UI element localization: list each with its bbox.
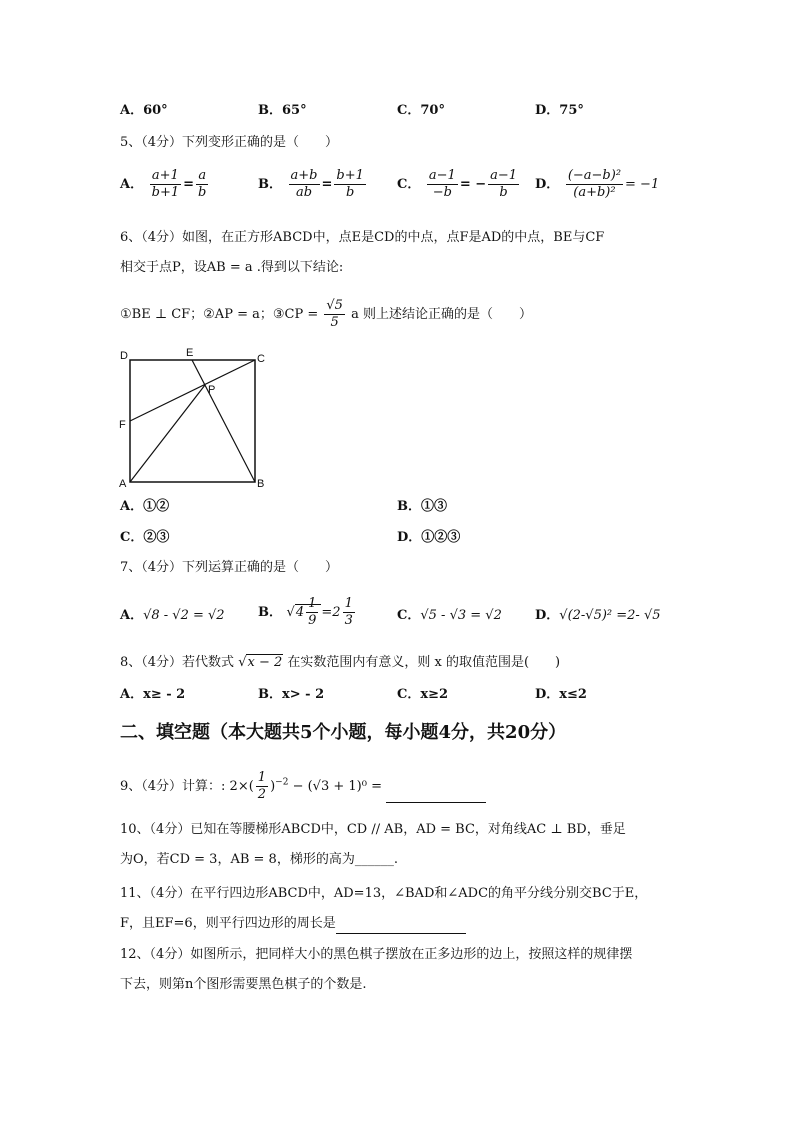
q5-d-den1: (a+b)² [573, 185, 616, 200]
q7-option-d [535, 606, 661, 626]
q7-option-a [120, 606, 225, 626]
q5-option-b: B． $\frac{a+b}{ab}$ = $\frac{b+1}{b}$ [258, 168, 364, 200]
q5-a-den1: b+1 [151, 185, 180, 200]
q8-option-d: D．x≤2 [535, 687, 587, 702]
q7-d-label: D． [535, 608, 560, 623]
q6-cp-num: √5 [326, 298, 343, 313]
q5-option-d [535, 168, 659, 201]
q7-a-label: A． [120, 608, 144, 623]
q5-a-label: A． [120, 177, 144, 192]
q7-a-expr: √8 - √2 = √2 [143, 608, 225, 623]
q4-option-a: A．60° [120, 103, 168, 118]
q7-d-expr: √(2-√5)² =2- √5 [559, 608, 661, 623]
q7-b-den2: 3 [344, 613, 353, 628]
q9-den: 2 [257, 787, 267, 802]
q7-b-eq: =2 [321, 605, 341, 620]
q7-b-label: B． [258, 605, 282, 620]
q5-c-num2: a−1 [490, 168, 518, 183]
q5-d-rhs: = −1 [625, 177, 660, 192]
q6-stem-line1: 6、（4分）如图，在正方形ABCD中，点E是CD的中点，点F是AD的中点，BE与CF [120, 230, 605, 245]
segment-be [192, 360, 255, 482]
q12-line1: 12、（4分）如图所示，把同样大小的黑色棋子摆放在正多边形的边上，按照这样的规律摆 [120, 947, 633, 962]
q11-line1: 11、（4分）在平行四边形ABCD中，AD=13，∠BAD和∠ADC的角平分线分别交BC于E， [120, 886, 648, 901]
q6-conclusion-tail: a 则上述结论正确的是（ ） [351, 307, 532, 322]
q5-c-num1: a−1 [428, 168, 456, 183]
q8-stem-pre: 8、（4分）若代数式 [120, 655, 235, 670]
label-c: C [257, 353, 265, 365]
q5-c-den2: b [499, 185, 508, 200]
label-d: D [120, 350, 128, 362]
q5-b-label: B． [258, 177, 282, 192]
q5-b-den2: b [345, 185, 355, 200]
square-abcd [130, 360, 255, 482]
q11-line2 [120, 914, 466, 934]
q7-b-whole: 4 [295, 605, 305, 620]
q6-cp-den: 5 [330, 315, 339, 330]
q7-stem: 7、（4分）下列运算正确的是（ ） [120, 560, 339, 575]
q9-answer-blank [386, 786, 486, 803]
label-p: P [208, 384, 216, 396]
q5-b-num1: a+b [290, 168, 318, 183]
q9: 9、（4分）计算：: 2×( $\frac{1}{2}$ )$^{-2}$ − (√3 + 1)⁰ = [120, 770, 486, 803]
q10-line2: 为O，若CD = 3，AB = 8，梯形的高为______. [120, 852, 398, 867]
q6-stem-line2: 相交于点P，设AB = a .得到以下结论: [120, 260, 344, 275]
q5-a-den2: b [198, 185, 207, 200]
q6-option-b: B．①③ [397, 499, 447, 514]
q5-option-a: A． $\frac{a+1}{b+1}$ = $\frac{a}{b}$ [120, 168, 207, 200]
q7-b-num: 1 [308, 596, 317, 611]
q5-b-den1: ab [295, 185, 313, 200]
q7-b-den: 9 [308, 613, 317, 628]
q9-post: − (√3 + 1)⁰ = [288, 779, 387, 794]
q7-b-num2: 1 [344, 596, 353, 611]
q8-stem-post: 在实数范围内有意义，则 x 的取值范围是( ) [287, 655, 561, 670]
q5-a-num2: a [196, 168, 208, 185]
q6-conclusions [120, 298, 532, 331]
label-e: E [186, 347, 194, 359]
q5-c-den1: −b [432, 185, 452, 200]
label-a: A [119, 478, 127, 490]
q8-option-b: B．x> - 2 [258, 687, 325, 702]
q5-d-label: D． [535, 177, 560, 192]
q5-option-c: C． $\frac{a-1}{-b}$ = − $\frac{a-1}{b}$ [397, 168, 518, 200]
q6-conclusion-text: ①BE ⊥ CF；②AP = a；③CP = [120, 307, 319, 322]
q4-option-b: B．65° [258, 103, 307, 118]
q9-exponent: −2 [275, 777, 289, 788]
q11-line2-text: F，且EF=6，则平行四边形的周长是 [120, 916, 336, 931]
q8-option-c: C．x≥2 [397, 687, 449, 702]
q5-c-label: C． [397, 177, 421, 192]
label-f: F [119, 419, 126, 431]
q9-pre: 9、（4分）计算：: 2× [120, 779, 249, 794]
q8-radicand: x − 2 [247, 655, 283, 670]
q10-line1: 10、（4分）已知在等腰梯形ABCD中，CD // AB，AD = BC，对角线AC ⊥ BD，垂足 [120, 822, 626, 837]
q4-option-d: D．75° [535, 103, 584, 118]
q5-a-num1: a+1 [150, 168, 182, 185]
q11-answer-blank [336, 917, 466, 934]
q7-option-c [397, 606, 502, 626]
q8-stem: 8、（4分）若代数式 √x − 2 在实数范围内有意义，则 x 的取值范围是( ) [120, 655, 561, 670]
q7-c-expr: √5 - √3 = √2 [420, 608, 502, 623]
q6-option-a: A．①② [120, 499, 170, 514]
q8-option-a: A．x≥ - 2 [120, 687, 186, 702]
section-2-heading: 二、填空题（本大题共5个小题，每小题4分，共20分） [120, 722, 567, 743]
q7-option-b: B． √4 $\frac{1}{9}$ =2 $\frac{1}{3}$ [258, 596, 353, 628]
q5-d-num1: (−a−b)² [567, 168, 622, 183]
q6-square-figure [112, 345, 272, 490]
q6-option-c: C．②③ [120, 530, 170, 545]
q4-option-c: C．70° [397, 103, 445, 118]
q7-c-label: C． [397, 608, 421, 623]
q12-line2: 下去，则第n个图形需要黑色棋子的个数是. [120, 977, 367, 992]
q9-num: 1 [257, 770, 267, 785]
label-b: B [257, 478, 265, 490]
segment-cf [130, 360, 255, 421]
q5-stem: 5、（4分）下列变形正确的是（ ） [120, 135, 339, 150]
q5-b-num2: b+1 [336, 168, 364, 183]
q6-option-d: D．①②③ [397, 530, 461, 545]
segment-ap [130, 385, 205, 482]
